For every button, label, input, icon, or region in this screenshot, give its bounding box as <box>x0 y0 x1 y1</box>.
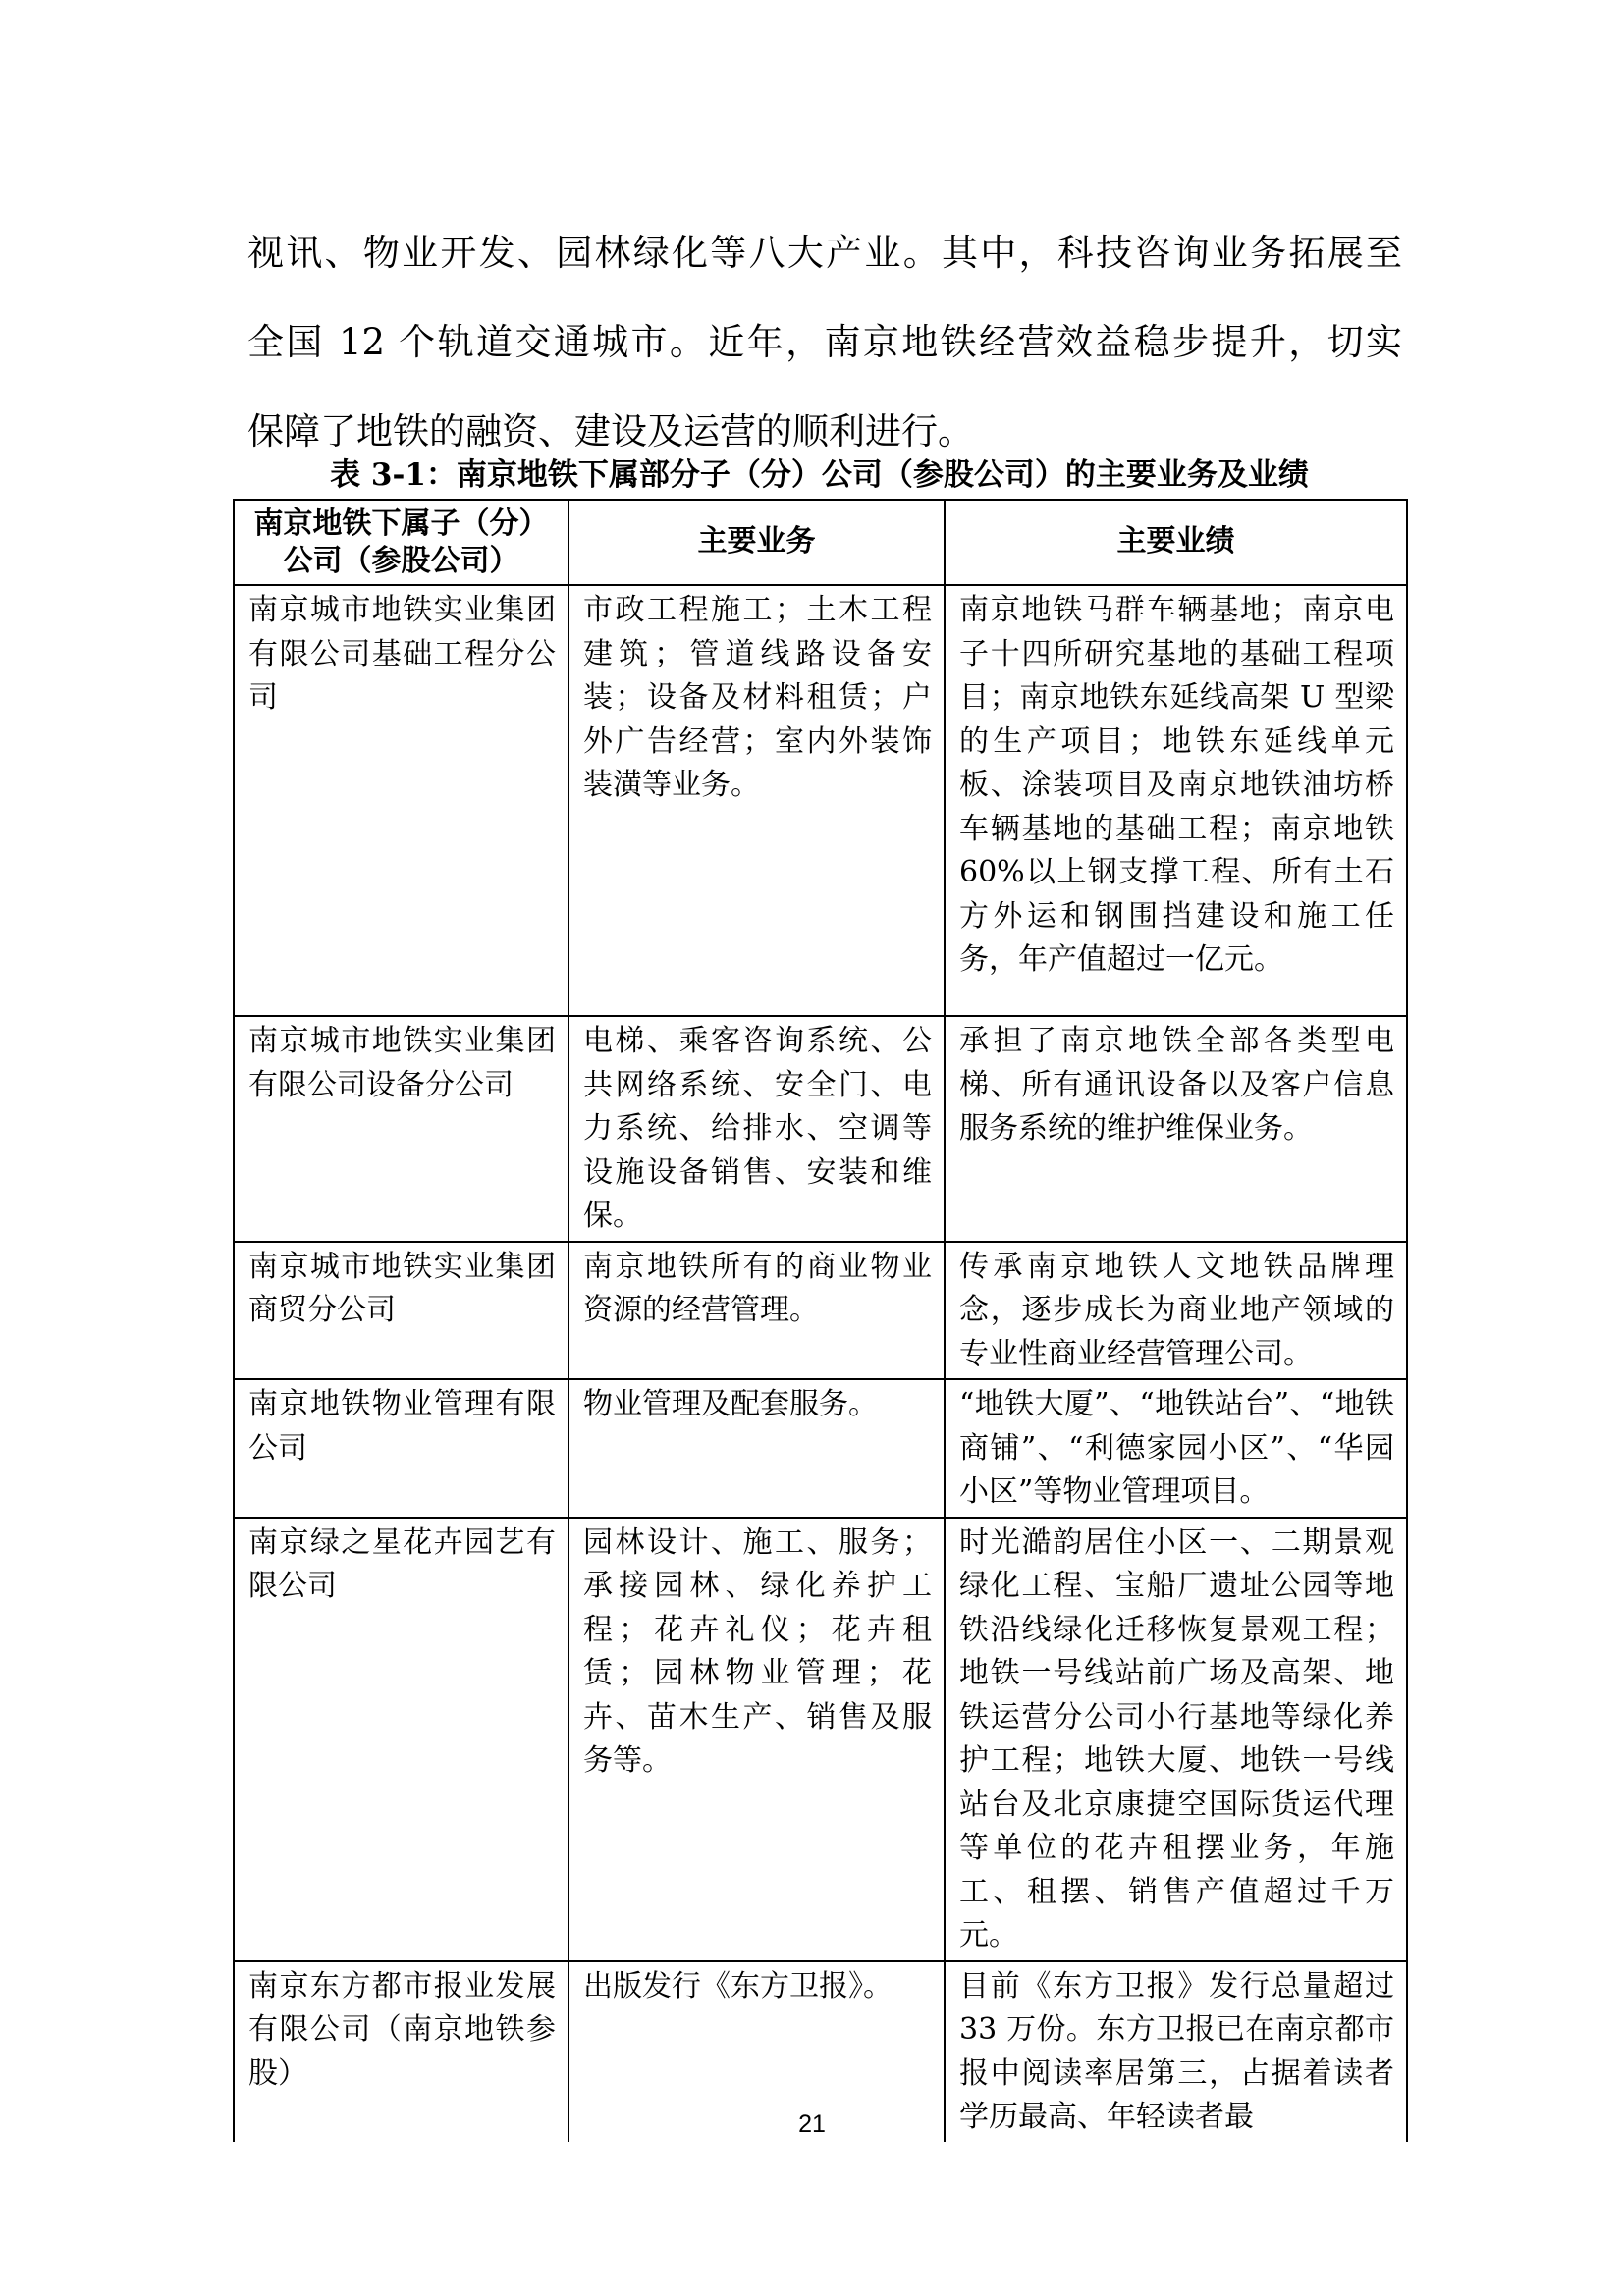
table-row <box>234 1242 1407 1380</box>
page-number: 21 <box>798 2110 826 2138</box>
body-paragraph <box>247 208 1402 476</box>
paragraph-line: 视讯、物业开发、园林绿化等八大产业。其中，科技咨询业务拓展至 <box>247 232 1402 274</box>
paragraph-line: 保障了地铁的融资、建设及运营的顺利进行。 <box>247 410 974 453</box>
table-row <box>234 1518 1407 1961</box>
cell-company: 南京东方都市报业发展有限公司（南京地铁参股） <box>234 1961 568 2142</box>
cell-performance: 传承南京地铁人文地铁品牌理念，逐步成长为商业地产领域的专业性商业经营管理公司。 <box>945 1242 1407 1380</box>
cell-company: 南京城市地铁实业集团有限公司设备分公司 <box>234 1016 568 1242</box>
subsidiary-business-table <box>233 499 1408 2142</box>
table-caption: 表 3-1：南京地铁下属部分子（分）公司（参股公司）的主要业务及业绩 <box>330 457 1309 493</box>
table-row <box>234 1379 1407 1518</box>
cell-business: 市政工程施工；土木工程建筑；管道线路设备安装；设备及材料租赁；户外广告经营；室内外装饰装潢等业务。 <box>568 585 945 1016</box>
cell-business: 园林设计、施工、服务；承接园林、绿化养护工程；花卉礼仪；花卉租赁；园林物业管理；花卉、苗木生产、销售及服务等。 <box>568 1518 945 1961</box>
cell-performance: 承担了南京地铁全部各类型电梯、所有通讯设备以及客户信息服务系统的维护维保业务。 <box>945 1016 1407 1242</box>
paragraph-line: 全国 12 个轨道交通城市。近年，南京地铁经营效益稳步提升，切实 <box>247 321 1402 363</box>
cell-performance: 南京地铁马群车辆基地；南京电子十四所研究基地的基础工程项目；南京地铁东延线高架 U 型梁的生产项目；地铁东延线单元板、涂装项目及南京地铁油坊桥车辆基地的基础工程；南京地铁 60%以上钢支撑工程、所有土石方外运和钢围挡建设和施工任务，年产值超过一亿元。 <box>945 585 1407 1016</box>
cell-business: 南京地铁所有的商业物业资源的经营管理。 <box>568 1242 945 1380</box>
cell-performance: 时光澔韵居住小区一、二期景观绿化工程、宝船厂遗址公园等地铁沿线绿化迁移恢复景观工程；地铁一号线站前广场及高架、地铁运营分公司小行基地等绿化养护工程；地铁大厦、地铁一号线站台及北京康捷空国际货运代理等单位的花卉租摆业务，年施工、租摆、销售产值超过千万元。 <box>945 1518 1407 1961</box>
cell-business: 物业管理及配套服务。 <box>568 1379 945 1518</box>
cell-business: 出版发行《东方卫报》。 <box>568 1961 945 2142</box>
table-row <box>234 585 1407 1016</box>
header-company: 南京地铁下属子（分）公司（参股公司） <box>234 500 568 585</box>
table-header-row <box>234 500 1407 585</box>
cell-performance: 目前《东方卫报》发行总量超过 33 万份。东方卫报已在南京都市报中阅读率居第三，占据着读者学历最高、年轻读者最 <box>945 1961 1407 2142</box>
cell-company: 南京城市地铁实业集团商贸分公司 <box>234 1242 568 1380</box>
cell-company: 南京绿之星花卉园艺有限公司 <box>234 1518 568 1961</box>
cell-company: 南京城市地铁实业集团有限公司基础工程分公司 <box>234 585 568 1016</box>
header-business: 主要业务 <box>568 500 945 585</box>
cell-company: 南京地铁物业管理有限公司 <box>234 1379 568 1518</box>
header-performance: 主要业绩 <box>945 500 1407 585</box>
cell-performance: “地铁大厦”、“地铁站台”、“地铁商铺”、“利德家园小区”、“华园小区”等物业管理项目。 <box>945 1379 1407 1518</box>
table-row <box>234 1016 1407 1242</box>
cell-business: 电梯、乘客咨询系统、公共网络系统、安全门、电力系统、给排水、空调等设施设备销售、安装和维保。 <box>568 1016 945 1242</box>
